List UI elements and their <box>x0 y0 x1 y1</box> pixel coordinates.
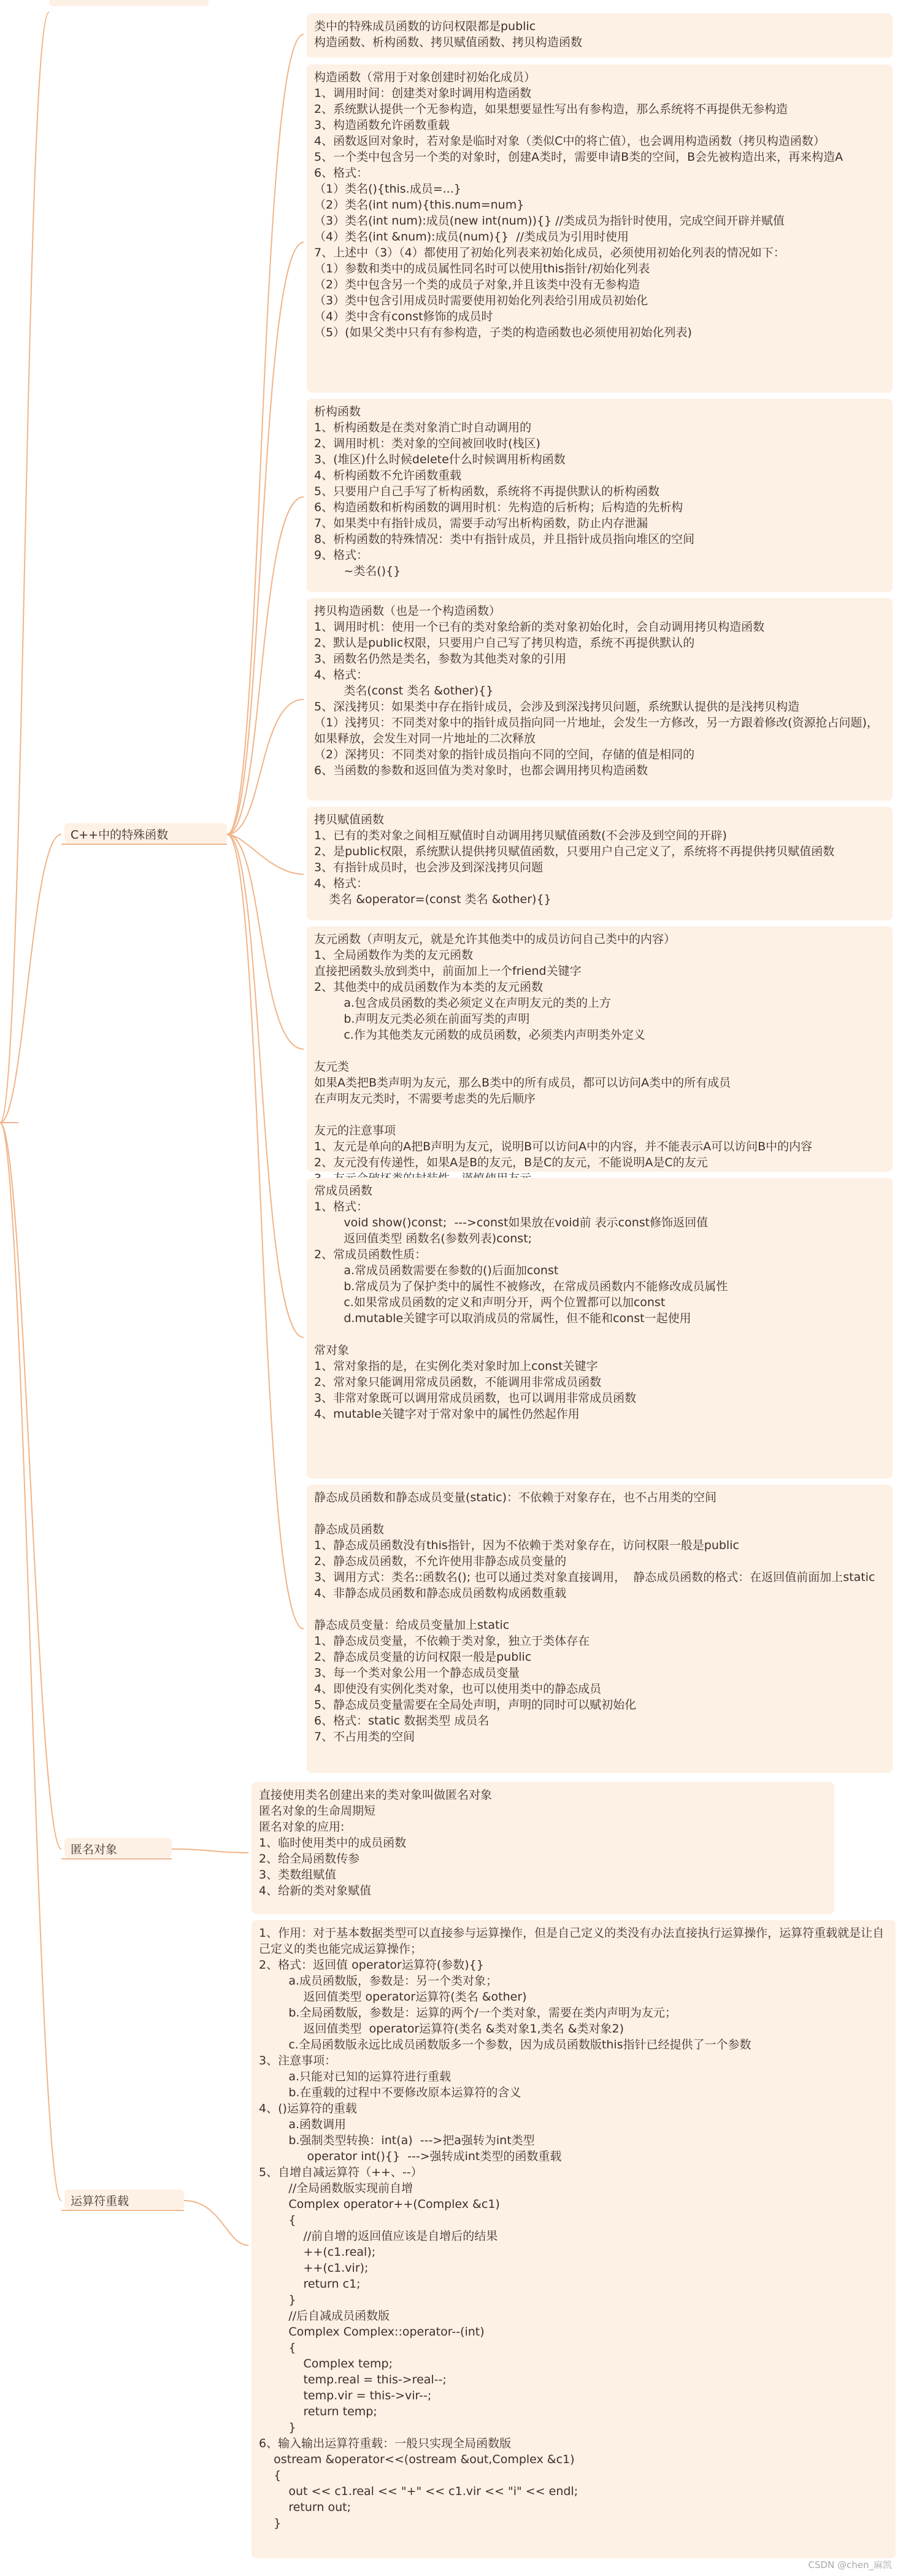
operator-line: c.全局函数版永远比成员函数版多一个参数，因为成员函数版this指针已经提供了一个参数 <box>259 2038 751 2051</box>
static-line: 6、格式：static 数据类型 成员名 <box>314 1714 490 1728</box>
copyctor-line: 6、当函数的参数和返回值为类对象时，也都会调用拷贝构造函数 <box>314 764 648 777</box>
friend-line: c.作为其他类友元函数的成员函数，必须类内声明类外定义 <box>314 1028 645 1042</box>
operator-line: operator int(){} --->强转成int类型的函数重载 <box>259 2150 562 2163</box>
friend-line: 2、友元没有传递性，如果A是B的友元，B是C的友元，不能说明A是C的友元 <box>314 1156 708 1169</box>
operator-line: } <box>259 2516 282 2530</box>
constmem-line: 3、非常对象既可以调用常成员函数，也可以调用非常成员函数 <box>314 1391 637 1405</box>
static-line: 静态成员变量：给成员变量加上static <box>314 1618 510 1632</box>
operator-line: 1、作用：对于基本数据类型可以直接参与运算操作，但是自己定义的类没有办法直接执行运算操作，运算符重载就是让自己定义的类也能完成运算操作； <box>259 1926 885 1956</box>
ctor-line: 6、格式： <box>314 166 369 180</box>
topic-operator-overload[interactable] <box>64 2190 184 2209</box>
static-line: 4、非静态成员函数和静态成员函数构成函数重载 <box>314 1586 567 1600</box>
ctor-line: （1）类名(){this.成员=...} <box>314 182 461 196</box>
operator-line: 2、格式：返回值 operator运算符(参数){} <box>259 1958 484 1972</box>
constmem-line: 返回值类型 函数名(参数列表)const; <box>314 1232 532 1245</box>
operator-line: return c1; <box>259 2277 361 2291</box>
operator-line: out << c1.real << "+" << c1.vir << "i" << endl; <box>259 2485 578 2498</box>
topic-special-functions[interactable] <box>64 823 227 843</box>
operator-line: a.函数调用 <box>259 2118 347 2131</box>
static-line: 1、静态成员变量，不依赖于类对象，独立于类体存在 <box>314 1634 590 1648</box>
dtor-line: 析构函数 <box>314 405 361 418</box>
dtor-line: ~类名(){} <box>314 564 401 578</box>
static-line: 静态成员函数和静态成员变量(static)：不依赖于对象存在，也不占用类的空间 <box>314 1491 717 1504</box>
ctor-line: 构造函数（常用于对象创建时初始化成员） <box>314 71 536 84</box>
copyassign-line: 1、已有的类对象之间相互赋值时自动调用拷贝赋值函数(不会涉及到空间的开辟) <box>314 829 727 842</box>
friend-line: b.声明友元类必须在前面写类的声明 <box>314 1012 530 1026</box>
operator-line: 返回值类型 operator运算符(类名 &other) <box>259 1990 527 2004</box>
friend-line <box>314 1043 885 1059</box>
operator-line: Complex Complex::operator--(int) <box>259 2325 485 2339</box>
friend-line <box>314 1107 885 1123</box>
copyctor-line: （1）浅拷贝：不同类对象中的指针成员指向同一片地址，会发生一方修改，另一方跟着修改(资源抢占问题)，如果释放，会发生对同一片地址的二次释放 <box>314 716 878 745</box>
ctor-line: 3、构造函数允许函数重载 <box>314 118 450 132</box>
operator-line: ++(c1.vir); <box>259 2261 369 2275</box>
friend-line: 如果A类把B类声明为友元，那么B类中的所有成员，都可以访问A类中的所有成员 <box>314 1076 731 1090</box>
copyctor-line: 5、深浅拷贝：如果类中存在指针成员，会涉及到深浅拷贝问题，系统默认提供的是浅拷贝构造 <box>314 700 800 713</box>
operator-line: ostream &operator<<(ostream &out,Complex &c1) <box>259 2453 575 2466</box>
static-line: 7、不占用类的空间 <box>314 1730 415 1744</box>
anonymous-line: 3、类数组赋值 <box>259 1868 337 1882</box>
dtor-line: 4、析构函数不允许函数重载 <box>314 469 462 482</box>
operator-line: //全局函数版实现前自增 <box>259 2182 413 2195</box>
link-operator <box>184 2201 248 2245</box>
watermark: CSDN @chen_麻凯 <box>808 2559 892 2570</box>
constmem-line: 1、常对象指的是，在实例化类对象时加上const关键字 <box>314 1359 598 1373</box>
ctor-line: 4、函数返回对象时，若对象是临时对象（类似C中的将亡值），也会调用构造函数（拷贝构造函数） <box>314 134 825 148</box>
anonymous-line: 4、给新的类对象赋值 <box>259 1884 372 1897</box>
topic-anonymous-label: 匿名对象 <box>71 1843 118 1856</box>
operator-line: 返回值类型 operator运算符(类名 &类对象1,类名 &类对象2) <box>259 2022 624 2036</box>
constmem-line: a.常成员函数需要在参数的()后面加const <box>314 1264 559 1277</box>
ctor-line: （2）类中包含另一个类的成员子对象,并且该类中没有无参构造 <box>314 278 640 291</box>
constmem-line: void show()const; --->const如果放在void前 表示const修饰返回值 <box>314 1216 709 1229</box>
operator-line: { <box>259 2469 282 2482</box>
friend-line: 友元类 <box>314 1060 350 1074</box>
operator-line: //前自增的返回值应该是自增后的结果 <box>259 2229 498 2243</box>
link-dtor <box>227 497 304 834</box>
constmem-line: d.mutable关键字可以取消成员的常属性，但不能和const一起使用 <box>314 1312 691 1325</box>
operator-line: { <box>259 2341 296 2355</box>
constmem-line: 常对象 <box>314 1344 350 1357</box>
friend-line: 直接把函数头放到类中，前面加上一个friend关键字 <box>314 964 582 978</box>
anonymous-line: 2、给全局函数传参 <box>259 1852 360 1866</box>
constmem-line: 2、常对象只能调用常成员函数，不能调用非常成员函数 <box>314 1375 602 1389</box>
ctor-line: （3）类中包含引用成员时需要使用初始化列表给引用成员初始化 <box>314 294 648 307</box>
copyctor-line: 4、格式： <box>314 668 369 682</box>
ctor-line: （4）类中含有const修饰的成员时 <box>314 310 493 323</box>
friend-line: 1、友元是单向的A把B声明为友元，说明B可以访问A中的内容，并不能表示A可以访问B中的内容 <box>314 1140 813 1153</box>
top-edge-box <box>49 0 209 6</box>
anonymous-line: 匿名对象的应用: <box>259 1820 345 1834</box>
operator-line: return temp; <box>259 2405 377 2418</box>
static-line: 4、即使没有实例化类对象，也可以使用类中的静态成员 <box>314 1682 602 1696</box>
operator-line: //后自减成员函数版 <box>259 2309 390 2323</box>
node-destructor[interactable] <box>307 399 893 592</box>
ctor-line: 2、系统默认提供一个无参构造，如果想要显性写出有参构造，那么系统将不再提供无参构造 <box>314 102 788 116</box>
node-constructor[interactable] <box>307 64 893 393</box>
operator-line: temp.vir = this->vir--; <box>259 2389 432 2402</box>
link-copyctor <box>227 699 304 834</box>
root-connector-special <box>0 834 61 1123</box>
access-line: 类中的特殊成员函数的访问权限都是public <box>314 20 536 33</box>
static-line: 5、静态成员变量需要在全局处声明，声明的同时可以赋初始化 <box>314 1698 637 1712</box>
friend-line: 友元函数（声明友元，就是允许其他类中的成员访问自己类中的内容） <box>314 932 676 946</box>
root-connector-top <box>0 12 49 1123</box>
node-copy-constructor[interactable] <box>307 598 893 801</box>
constmem-line: 1、格式： <box>314 1200 369 1213</box>
static-line: 2、静态成员变量的访问权限一般是public <box>314 1650 532 1664</box>
dtor-line: 3、(堆区)什么时候delete什么时候调用析构函数 <box>314 453 566 466</box>
ctor-line: （2）类名(int num){this.num=num} <box>314 198 525 212</box>
copyctor-line: 类名(const 类名 &other){} <box>314 684 494 698</box>
copyassign-line: 3、有指针成员时，也会涉及到深浅拷贝问题 <box>314 861 544 874</box>
copyctor-line: 拷贝构造函数（也是一个构造函数） <box>314 604 501 618</box>
operator-line: 4、()运算符的重载 <box>259 2102 357 2115</box>
ctor-line: （3）类名(int num):成员(new int(num)){} //类成员为指针时使用，完成空间开辟并赋值 <box>314 214 785 228</box>
constmem-line: 常成员函数 <box>314 1184 373 1198</box>
operator-line: Complex operator++(Complex &c1) <box>259 2197 500 2211</box>
dtor-line: 8、析构函数的特殊情况：类中有指针成员，并且指针成员指向堆区的空间 <box>314 533 695 546</box>
operator-line: 5、自增自减运算符（++、--） <box>259 2166 423 2179</box>
static-line: 2、静态成员函数，不允许使用非静态成员变量的 <box>314 1555 567 1568</box>
operator-line: 6、输入输出运算符重载：一般只实现全局函数版 <box>259 2437 512 2450</box>
link-access <box>227 34 304 834</box>
copyctor-line: 1、调用时机：使用一个已有的类对象给新的类对象初始化时，会自动调用拷贝构造函数 <box>314 620 765 634</box>
link-constmem <box>227 834 304 1337</box>
friend-line: a.包含成员函数的类必须定义在声明友元的类的上方 <box>314 996 612 1010</box>
operator-line: } <box>259 2421 296 2434</box>
ctor-line: 1、调用时间：创建类对象时调用构造函数 <box>314 87 532 100</box>
operator-line: ++(c1.real); <box>259 2245 376 2259</box>
static-line <box>314 1601 885 1617</box>
operator-line: { <box>259 2213 296 2227</box>
static-line: 3、调用方式：类名::函数名(); 也可以通过类对象直接调用， 静态成员函数的格式：在返回值前面加上static <box>314 1571 875 1584</box>
static-line: 1、静态成员函数没有this指针，因为不依赖于类对象存在，访问权限一般是public <box>314 1539 739 1552</box>
copyassign-line: 2、是public权限，系统默认提供拷贝赋值函数，只要用户自己定义了，系统将不再提供拷贝赋值函数 <box>314 845 835 858</box>
copyctor-line: 2、默认是public权限，只要用户自己写了拷贝构造，系统不再提供默认的 <box>314 636 695 650</box>
node-anonymous-object[interactable] <box>252 1782 834 1914</box>
friend-line: 友元的注意事项 <box>314 1124 396 1137</box>
operator-line: b.在重载的过程中不要修改原本运算符的含义 <box>259 2086 521 2099</box>
operator-line: b.全局函数版，参数是：运算的两个/一个类对象，需要在类内声明为友元； <box>259 2006 677 2020</box>
topic-anonymous-object[interactable] <box>64 1838 172 1858</box>
friend-line: 1、全局函数作为类的友元函数 <box>314 948 474 962</box>
anonymous-line: 匿名对象的生命周期短 <box>259 1804 376 1818</box>
link-anonymous <box>172 1849 248 1853</box>
friend-line: 2、其他类中的成员函数作为本类的友元函数 <box>314 980 544 994</box>
link-ctor <box>227 242 304 834</box>
ctor-line: 7、上述中（3）（4）都使用了初始化列表来初始化成员，必须使用初始化列表的情况如下： <box>314 246 785 260</box>
dtor-line: 6、构造函数和析构函数的调用时机：先构造的后析构；后构造的先析构 <box>314 501 683 514</box>
ctor-line: （4）类名(int &num):成员(num){} //类成员为引用时使用 <box>314 230 629 244</box>
node-copy-assignment[interactable] <box>307 807 893 920</box>
ctor-line: 5、一个类中包含另一个类的对象时，创建A类时，需要申请B类的空间，B会先被构造出来，再来构造A <box>314 150 843 164</box>
constmem-line: c.如果常成员函数的定义和声明分开，两个位置都可以加const <box>314 1296 666 1309</box>
node-operator-overload[interactable] <box>252 1920 896 2558</box>
ctor-line: （5）(如果父类中只有有参构造，子类的构造函数也必须使用初始化列表) <box>314 326 692 339</box>
node-access-rights[interactable] <box>307 13 893 58</box>
dtor-line: 7、如果类中有指针成员，需要手动写出析构函数，防止内存泄漏 <box>314 517 648 530</box>
operator-line: b.强制类型转换：int(a) --->把a强转为int类型 <box>259 2134 535 2147</box>
copyctor-line: （2）深拷贝：不同类对象的指针成员指向不同的空间，存储的值是相同的 <box>314 748 695 761</box>
constmem-line: b.常成员为了保护类中的属性不被修改，在常成员函数内不能修改成员属性 <box>314 1280 728 1293</box>
static-line: 静态成员函数 <box>314 1523 385 1536</box>
operator-line: temp.real = this->real--; <box>259 2373 447 2386</box>
operator-line: 3、注意事项： <box>259 2054 337 2067</box>
static-line <box>314 1505 885 1521</box>
topic-special-label: C++中的特殊函数 <box>71 828 169 842</box>
copyassign-line: 4、格式： <box>314 877 369 890</box>
dtor-line: 5、只要用户自己手写了析构函数，系统将不再提供默认的析构函数 <box>314 485 660 498</box>
root-connector-anonymous <box>0 1123 61 1849</box>
copyassign-line: 拷贝赋值函数 <box>314 813 385 826</box>
operator-line: Complex temp; <box>259 2357 393 2370</box>
operator-line: return out; <box>259 2501 351 2514</box>
constmem-line <box>314 1326 885 1342</box>
node-static-member[interactable] <box>307 1485 893 1773</box>
link-static <box>227 834 304 1629</box>
copyassign-line: 类名 &operator=(const 类名 &other){} <box>314 893 551 906</box>
constmem-line: 4、mutable关键字对于常对象中的属性仍然起作用 <box>314 1407 580 1421</box>
access-line: 构造函数、析构函数、拷贝赋值函数、拷贝构造函数 <box>314 36 583 49</box>
root-connector-operator <box>0 1123 61 2201</box>
static-line: 3、每一个类对象公用一个静态成员变量 <box>314 1666 520 1680</box>
friend-line: 在声明友元类时，不需要考虑类的先后顺序 <box>314 1092 536 1105</box>
anonymous-line: 1、临时使用类中的成员函数 <box>259 1836 407 1850</box>
dtor-line: 9、格式： <box>314 548 369 562</box>
ctor-line: （1）参数和类中的成员属性同名时可以使用this指针/初始化列表 <box>314 262 650 275</box>
operator-line: } <box>259 2293 296 2307</box>
copyctor-line: 3、函数名仍然是类名，参数为其他类对象的引用 <box>314 652 567 666</box>
dtor-line: 2、调用时机：类对象的空间被回收时(栈区) <box>314 437 540 450</box>
anonymous-line: 直接使用类名创建出来的类对象叫做匿名对象 <box>259 1788 493 1802</box>
topic-operator-label: 运算符重载 <box>71 2194 129 2208</box>
operator-line: a.只能对已知的运算符进行重载 <box>259 2070 452 2083</box>
dtor-line: 1、析构函数是在类对象消亡时自动调用的 <box>314 421 532 434</box>
constmem-line: 2、常成员函数性质： <box>314 1248 427 1261</box>
node-const-member[interactable] <box>307 1178 893 1478</box>
node-friend[interactable] <box>307 926 893 1172</box>
operator-line: a.成员函数版，参数是：另一个类对象； <box>259 1974 498 1988</box>
